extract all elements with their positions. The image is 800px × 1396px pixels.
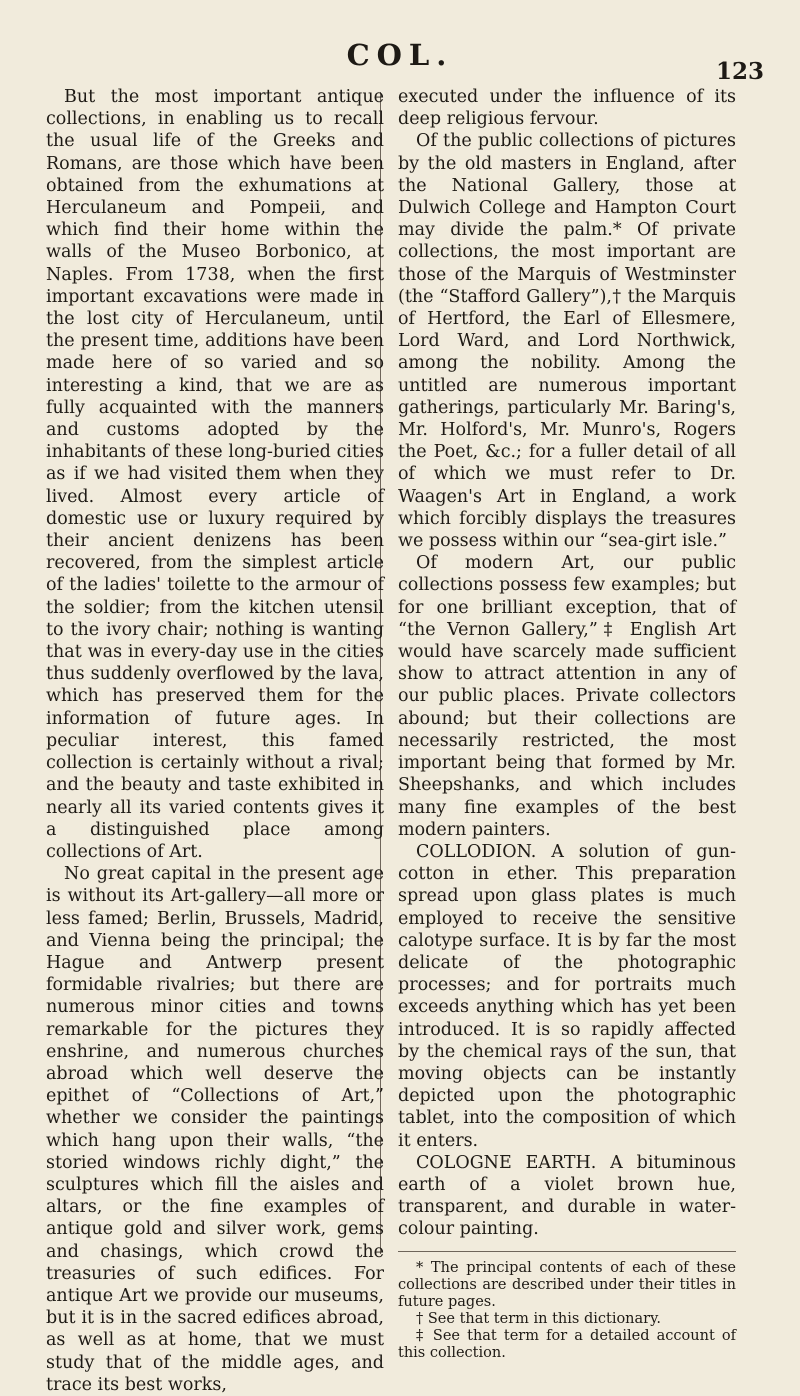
page-header — [0, 0, 800, 100]
paragraph-art-galleries: No great capital in the present age is without its Art-gallery—all more or less famed; Berlin, Brussels, Madrid, and Vienna being the principal; the Hague and Antwerp present formidable rivalries; but there are numerous minor cities and towns remarkable for the pictures they enshrine, and numerous churches abroad which well deserve the epithet of “Collections of Art,” whether we consider the paintings which hang upon their walls, “the storied windows richly dight,” the sculptures which fill the aisles and altars, or the fine examples of antique gold and silver work, gems and chasings, which crowd the treasuries of such edifices. For antique Art we provide our museums, but it is in the sacred edifices abroad, as well as at home, that we must study that of the middle ages, and trace its best works, — [46, 864, 384, 1395]
entry-collodion: COLLODION. A solution of gun-cotton in ether. This preparation spread upon glass plates is much employed to receive the sensitive calotype surface. It is by far the most delicate of the photographic processes; and for portraits much exceeds anything which has yet been introduced. It is so rapidly affected by the chemical rays of the sun, that moving objects can be instantly depicted upon the photographic tablet, into the composition of which it enters. — [398, 841, 736, 1151]
footnote-divider — [398, 1251, 736, 1252]
entry-cologne-earth: COLOGNE EARTH. A bituminous earth of a violet brown hue, transparent, and durable in water-colour painting. — [398, 1152, 736, 1240]
left-column — [46, 86, 384, 1396]
paragraph-continuation: executed under the influence of its deep religious fervour. — [398, 87, 736, 130]
right-column — [398, 86, 736, 1362]
footnote-dagger: † See that term in this dictionary. — [416, 1310, 661, 1327]
page-number: 123 — [716, 58, 765, 85]
running-head: COL. — [346, 38, 454, 72]
paragraph-public-collections: Of the public collections of pictures by the old masters in England, after the National Gallery, those at Dulwich College and Hampton Court may divide the palm.* Of private collections, the most important are those of the Marquis of Westminster (the “Stafford Gallery”),† the Marquis of Hertford, the Earl of Ellesmere, Lord Ward, and Lord Northwick, among the nobility. Among the untitled are numerous important gatherings, particularly Mr. Baring's, Mr. Holford's, Mr. Munro's, Rogers the Poet, &c.; for a fuller detail of all of which we must refer to Dr. Waagen's Art in England, a work which forcibly displays the treasures we possess within our “sea-girt isle.” — [398, 131, 736, 552]
paragraph-antique-collections: But the most important antique collections, in enabling us to recall the usual life of the Greeks and Romans, are those which have been obtained from the exhumations at Herculaneum and Pompeii, and which find their home within the walls of the Museo Borbonico, at Naples. From 1738, when the first important excavations were made in the lost city of Herculaneum, until the present time, additions have been made here of so varied and so interesting a kind, that we are as fully acquainted with the manners and customs adopted by the inhabitants of these long-buried cities as if we had visited them when they lived. Almost every article of domestic use or luxury required by their ancient denizens has been recovered, from the simplest article of the ladies' toilette to the armour of the soldier; from the kitchen utensil to the ivory chair; nothing is wanting that was in every-day use in the cities thus suddenly overflowed by the lava, which has preserved them for the information of future ages. In peculiar interest, this famed collection is certainly without a rival; and the beauty and taste exhibited in nearly all its varied contents gives it a distinguished place among collections of Art. — [46, 87, 384, 862]
paragraph-modern-art: Of modern Art, our public collections possess few examples; but for one brilliant exception, that of “the Vernon Gallery,”‡ English Art would have scarcely made sufficient show to attract attention in any of our public places. Private collectors abound; but their collections are necessarily restricted, the most important being that formed by Mr. Sheepshanks, and which includes many fine examples of the best modern painters. — [398, 553, 736, 840]
footnote-asterisk: * The principal contents of each of these collections are described under their titles in future pages. — [398, 1259, 736, 1310]
footnote-double-dagger: ‡ See that term for a detailed account of this collection. — [398, 1327, 736, 1361]
